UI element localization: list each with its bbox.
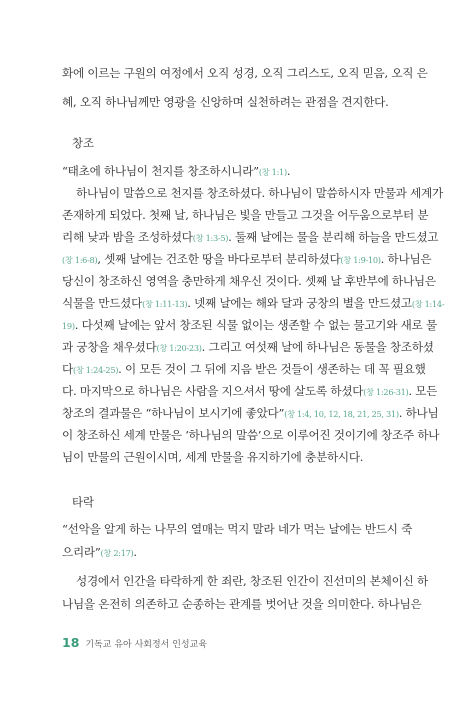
scripture-reference: (창 1:6-8) xyxy=(62,255,98,265)
scripture-reference: (창 1:20-23) xyxy=(156,343,202,353)
body-line: 다(창 1:24-25). 이 모든 것이 그 뒤에 지음 받은 것들이 생존하는 데 꼭 필요했 xyxy=(62,362,426,376)
body-line: 님이 만물의 근원이시며, 세계 만물을 유지하기에 충분하시다. xyxy=(62,450,364,464)
scripture-quote: “선악을 알게 하는 나무의 열매는 먹지 말라 네가 먹는 날에는 반드시 죽 xyxy=(62,522,413,536)
body-line: 성경에서 인간을 타락하게 한 죄란, 창조된 인간이 진선미의 본체이신 하 xyxy=(76,574,428,588)
scripture-quote: 으리라”(창 2:17). xyxy=(62,545,137,559)
book-title: 기독교 유아 사회정서 인성교육 xyxy=(85,640,208,650)
body-line: 식물을 만드셨다(창 1:11-13). 넷째 날에는 해와 달과 궁창의 별을 만드셨고(창 1:14- xyxy=(62,296,445,310)
scripture-reference: (창 1:24-25) xyxy=(72,365,119,375)
section-heading-creation: 창조 xyxy=(72,136,95,150)
body-line: 나님을 온전히 의존하고 순종하는 관계를 벗어난 것을 의미한다. 하나님은 xyxy=(62,597,422,611)
body-line: 과 궁창을 채우셨다(창 1:20-23). 그리고 여섯째 날에 하나님은 동물을 창조하셨 xyxy=(62,340,434,354)
page-number: 18 xyxy=(62,635,80,650)
page-footer xyxy=(62,635,207,650)
body-line: 리해 낮과 밤을 조성하셨다(창 1:3-5). 둘째 날에는 물을 분리해 하늘을 만드셨고 xyxy=(62,230,439,244)
body-line: 당신이 창조하신 영역을 충만하게 채우신 것이다. 셋째 날 후반부에 하나님은 xyxy=(62,274,436,288)
scripture-reference: (창 1:26-31) xyxy=(363,387,409,397)
scripture-reference: (창 2:17) xyxy=(100,548,134,558)
scripture-reference: (창 1:9-10) xyxy=(340,255,381,265)
scripture-reference: (창 1:4, 10, 12, 18, 21, 25, 31) xyxy=(284,409,399,419)
scripture-reference: (창 1:3-5) xyxy=(192,233,229,243)
body-line: 하나님이 말씀으로 천지를 창조하셨다. 하나님이 말씀하시자 만물과 세계가 xyxy=(76,186,443,200)
scripture-reference: (창 1:14- xyxy=(411,299,445,309)
body-line: 화에 이르는 구원의 여정에서 오직 성경, 오직 그리스도, 오직 믿음, 오직 은 xyxy=(62,66,428,80)
body-line: 창조의 결과물은 “하나님이 보시기에 좋았다”(창 1:4, 10, 12, 18, 21, 25, 31). 하나님 xyxy=(62,406,439,420)
scripture-reference: (창 1:1) xyxy=(258,167,287,177)
body-line: 다. 마지막으로 하나님은 사람을 지으셔서 땅에 살도록 하셨다(창 1:26-31). 모든 xyxy=(62,384,438,398)
body-line: 혜, 오직 하나님께만 영광을 신앙하며 실천하려는 관점을 견지한다. xyxy=(62,95,389,109)
scripture-quote: “태초에 하나님이 천지를 창조하시니라”(창 1:1). xyxy=(62,164,291,178)
body-line: 존재하게 되었다. 첫째 날, 하나님은 빛을 만들고 그것을 어두움으로부터 분 xyxy=(62,208,429,222)
body-line: 이 창조하신 세계 만물은 ‘하나님의 말씀’으로 이루어진 것이기에 창조주 하나 xyxy=(62,428,440,442)
body-line: (창 1:6-8), 셋째 날에는 건조한 땅을 바다로부터 분리하셨다(창 1:9-10). 하나님은 xyxy=(62,252,432,266)
scripture-reference: (창 1:11-13) xyxy=(142,299,188,309)
body-line: 19). 다섯째 날에는 앞서 창조된 식물 없이는 생존할 수 없는 물고기와 새로 물 xyxy=(62,318,437,332)
scripture-reference: 19) xyxy=(62,321,75,331)
section-heading-fall: 타락 xyxy=(72,495,95,509)
